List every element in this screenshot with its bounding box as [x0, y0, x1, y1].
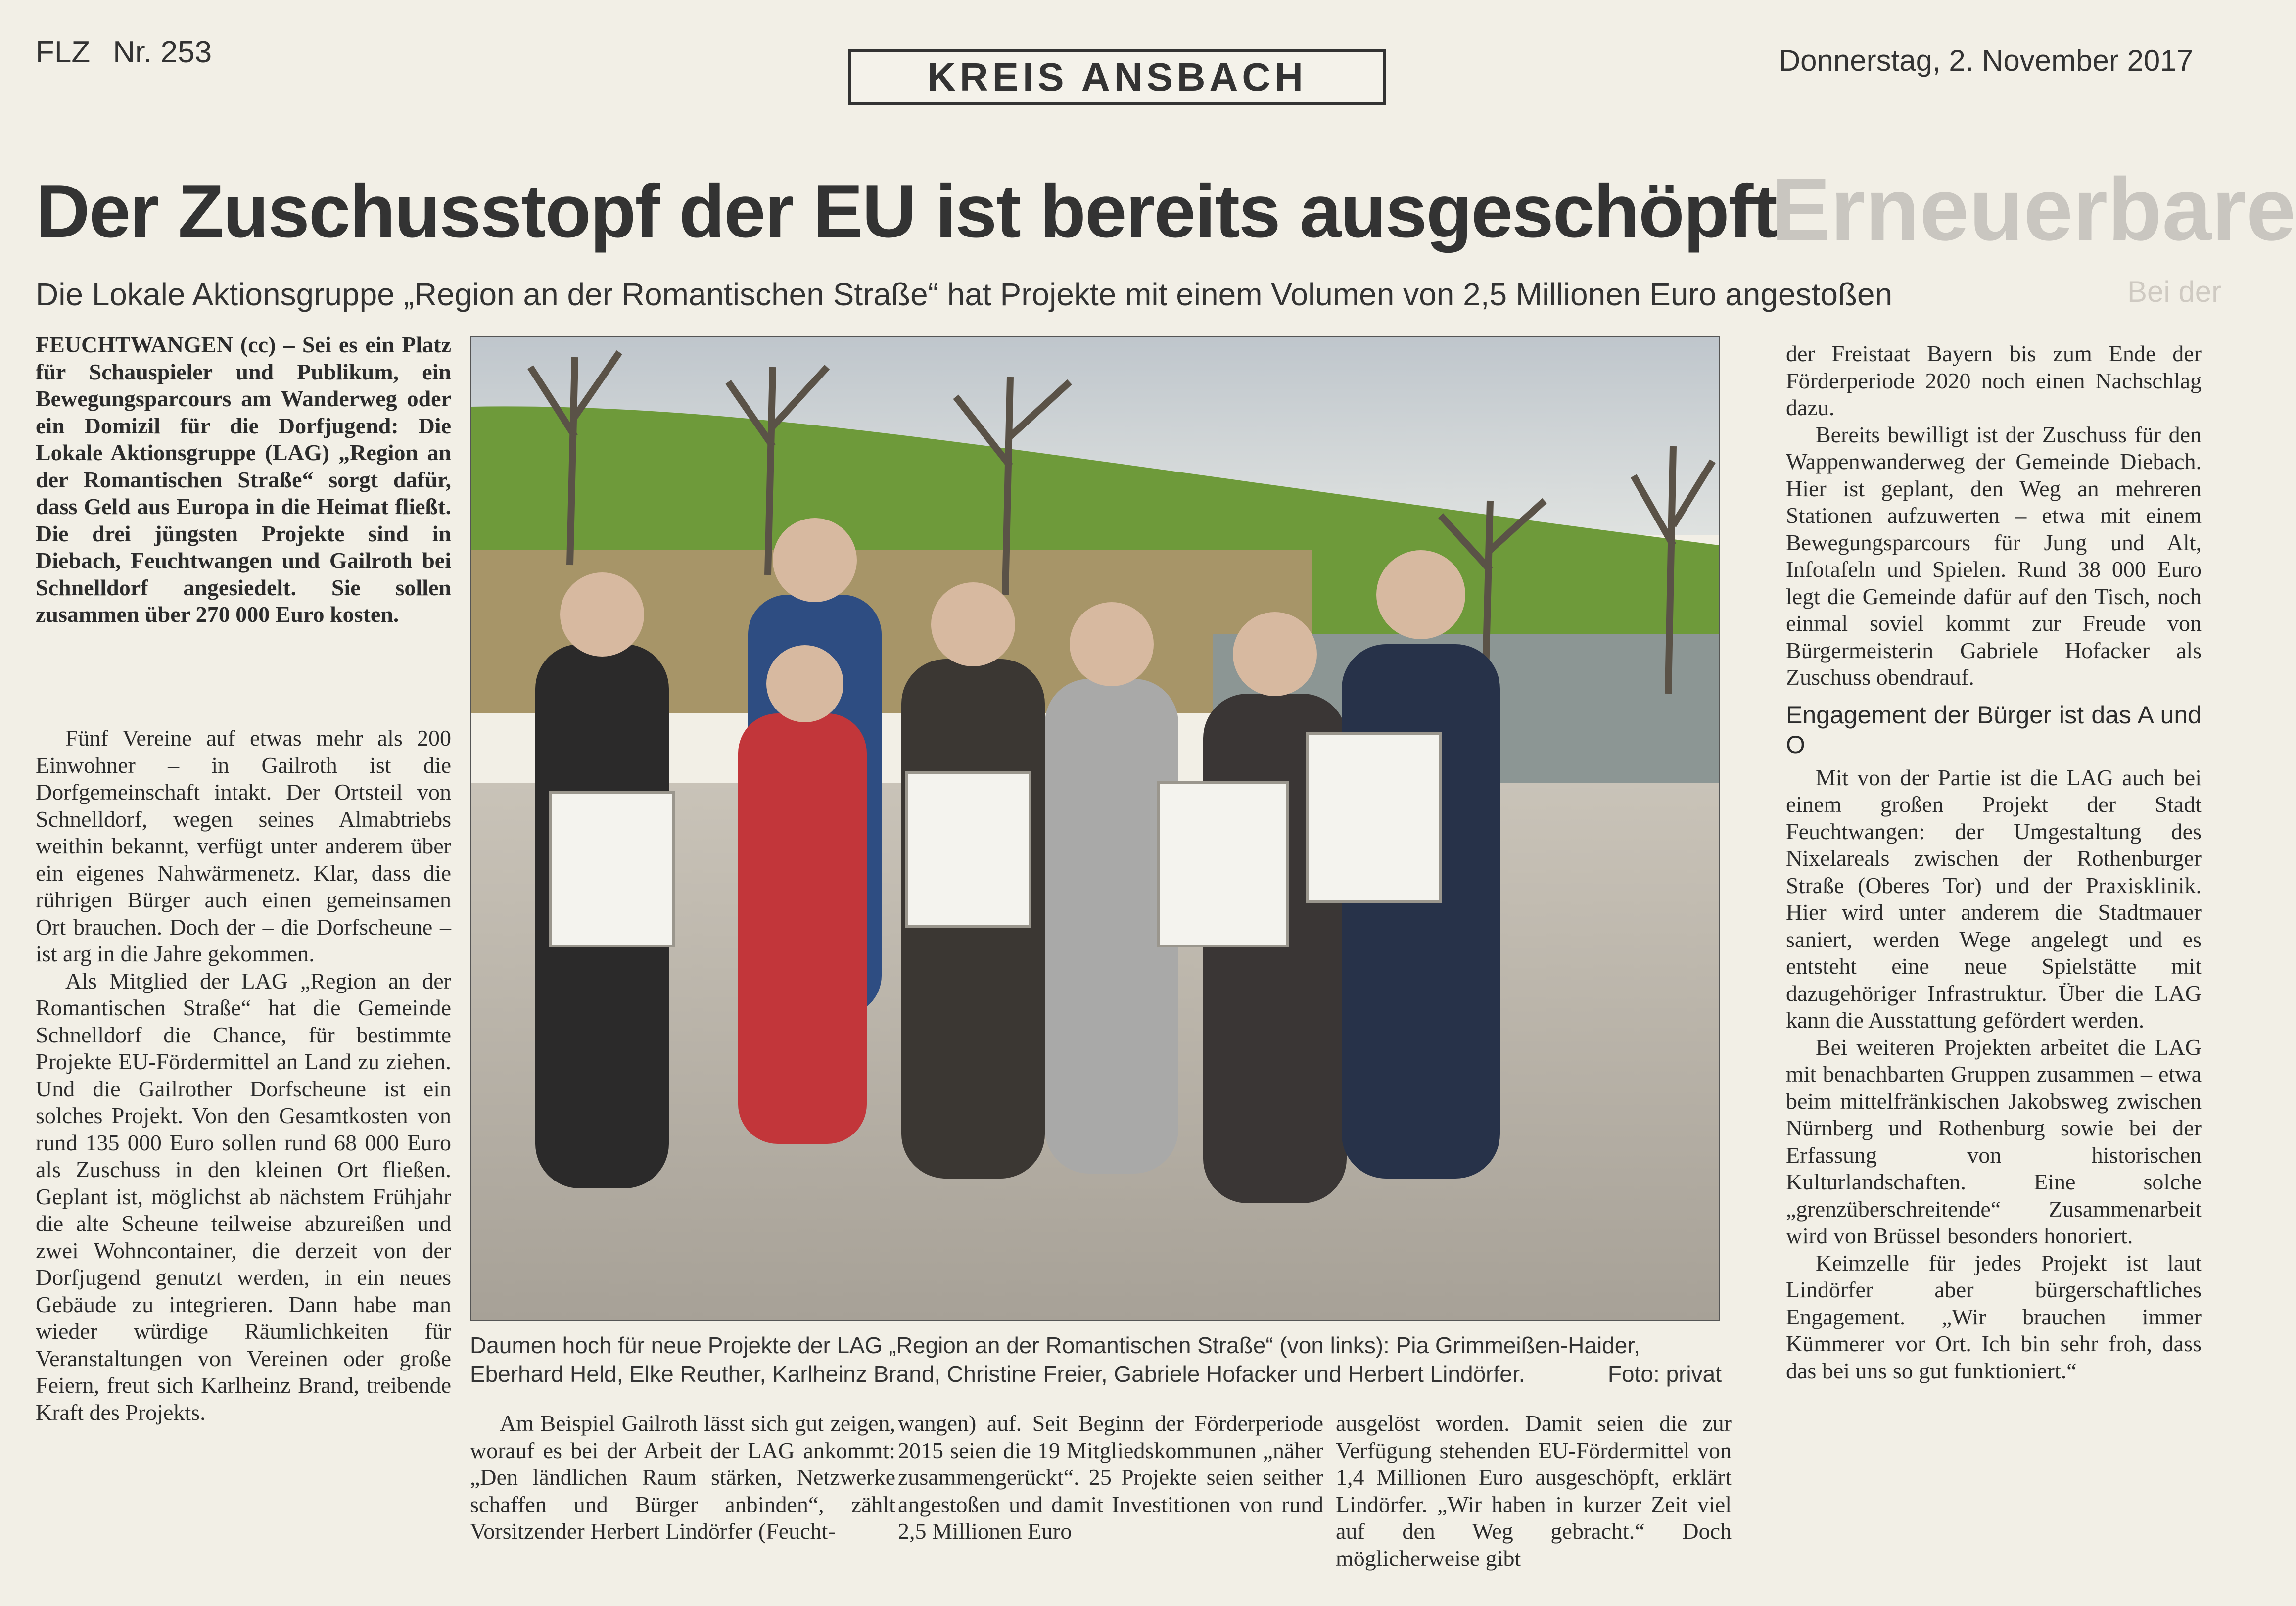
body-paragraph: Mit von der Partie ist die LAG auch bei einem großen Projekt der Stadt Feuchtwangen: der Umgestaltung des Nixelareals zwischen der Rothenburger Straße (Oberes Tor) und der Praxisklinik. Hier wird unter anderem die Stadtmauer saniert, werden Wege angelegt und es entsteht eine neue Spielstätte mit dazugehöriger Infrastruktur. Über die LAG kann die Ausstattung gefördert werden.: [1786, 764, 2202, 1033]
body-paragraph: der Freistaat Bayern bis zum Ende der Förderperiode 2020 noch einen Nachschlag dazu.: [1786, 341, 2202, 420]
bleed-sub-fragment: Bei der: [2127, 275, 2222, 308]
caption-text: Daumen hoch für neue Projekte der LAG „Region an der Romantischen Straße“ (von links): Pia Grimmeißen-Haider, Eberhard Held, Elke Reuther, Karlheinz Brand, Christine Freier, Gabriele Hofacker und Herbert Lindörfer.: [470, 1332, 1640, 1387]
body-paragraph: Am Beispiel Gailroth lässt sich gut zeigen, worauf es bei der Arbeit der LAG ankommt: „Den ländlichen Raum stärken, Netzwerke schaffen und Bürger anbinden“, zählt Vorsitzender Herbert Lindörfer (Feucht-: [470, 1411, 895, 1544]
paper-name: FLZ: [36, 35, 91, 69]
column-1-lead: [36, 331, 451, 628]
issue-date: Donnerstag, 2. November 2017: [1779, 44, 2193, 77]
body-paragraph: Bereits bewilligt ist der Zuschuss für den Wappenwanderweg der Gemeinde Diebach. Hier ist geplant, den Weg an mehreren Stationen aufzuwerten – etwa mit einem Bewegungsparcours für Jung und Alt, Infotafeln und Spielen. Rund 38 000 Euro legt die Gemeinde dafür auf den Tisch, noch einmal soviel kommt zur Freude von Bürgermeisterin Gabriele Hofacker als Zuschuss obendrauf.: [1786, 422, 2202, 690]
bottom-column-1: [470, 1410, 895, 1545]
masthead-left: [36, 35, 234, 70]
bottom-column-3: [1336, 1410, 1732, 1572]
headline: Der Zuschusstopf der EU ist bereits ausgeschöpft: [36, 169, 1777, 253]
issue-number: Nr. 253: [113, 35, 212, 69]
photo-caption: [470, 1331, 1722, 1388]
bottom-column-2: [898, 1410, 1323, 1545]
body-paragraph: ausgelöst worden. Damit seien die zur Verfügung stehenden EU-Fördermittel von 1,4 Millionen Euro ausgeschöpft, erklärt Lindörfer. „Wir haben in kurzer Zeit viel auf den Weg gebracht.“ Doch möglicherweise gibt: [1336, 1411, 1732, 1571]
body-paragraph: Als Mitglied der LAG „Region an der Romantischen Straße“ hat die Gemeinde Schnelldorf die Chance, für bestimmte Projekte EU-Fördermittel an Land zu ziehen. Und die Gailrother Dorfscheune ist ein solches Projekt. Von den Gesamtkosten von rund 135 000 Euro sollen rund 68 000 Euro als Zuschuss in den kleinen Ort fließen. Geplant ist, möglichst ab nächstem Frühjahr die alte Scheune teilweise abzureißen und zwei Wohncontainer, die derzeit von der Dorfjugend genutzt werden, in ein neues Gebäude zu integrieren. Dann habe man wieder würdige Räumlichkeiten für Veranstaltungen von Vereinen oder große Feiern, freut sich Karlheinz Brand, treibende Kraft des Projekts.: [36, 968, 451, 1425]
body-paragraph: Keimzelle für jedes Projekt ist laut Lindörfer aber bürgerschaftliches Engagement. „Wir brauchen immer Kümmerer vor Ort. Ich bin sehr froh, dass das bei uns so gut funktioniert.“: [1786, 1250, 2202, 1383]
group-photo: [470, 336, 1720, 1321]
subheadline: Die Lokale Aktionsgruppe „Region an der Romantischen Straße“ hat Projekte mit einem Volumen von 2,5 Millionen Euro angestoßen: [36, 277, 1893, 312]
body-paragraph: Fünf Vereine auf etwas mehr als 200 Einwohner – in Gailroth ist die Dorfgemeinschaft intakt. Der Ortsteil von Schnelldorf, wegen seines Almabtriebs weithin bekannt, verfügt unter anderem über ein eigenes Nahwärmenetz. Klar, dass die rührigen Bürger auch einen gemeinsamen Ort brauchen. Doch der – die Dorfscheune – ist arg in die Jahre gekommen.: [36, 725, 451, 966]
photo-illustration: [471, 337, 1719, 1320]
body-paragraph: wangen) auf. Seit Beginn der Förderperiode 2015 seien die 19 Mitgliedskommunen „näher zusammengerückt“. 25 Projekte seien seither angestoßen und damit Investitionen von rund 2,5 Millionen Euro: [898, 1411, 1323, 1544]
photo-credit: Foto: privat: [1607, 1361, 1722, 1387]
column-1-body: [36, 725, 451, 1426]
body-paragraph: Bei weiteren Projekten arbeitet die LAG mit benachbarten Gruppen zusammen – etwa beim mittelfränkischen Jakobsweg zwischen Nürnberg und Rothenburg sowie bei der Erfassung von historischen Kulturlandschaften. Eine solche „grenzüberschreitende“ Zusammenarbeit wird von Brüssel besonders honoriert.: [1786, 1034, 2202, 1248]
section-label: KREIS ANSBACH: [848, 49, 1386, 105]
lead-paragraph: FEUCHTWANGEN (cc) – Sei es ein Platz für Schauspieler und Publikum, ein Bewegungsparcours am Wanderweg oder ein Domizil für die Dorfjugend: Die Lokale Aktionsgruppe (LAG) „Region an der Romantischen Straße“ sorgt dafür, dass Geld aus Europa in die Heimat fließt. Die drei jüngsten Projekte sind in Diebach, Feuchtwangen und Gailroth bei Schnelldorf angesiedelt. Sie sollen zusammen über 270 000 Euro kosten.: [36, 332, 451, 627]
column-3: [1786, 340, 2202, 1384]
subheading: Engagement der Bürger ist das A und O: [1786, 701, 2202, 758]
bleed-headline-fragment: Erneuerbare: [1771, 160, 2296, 259]
